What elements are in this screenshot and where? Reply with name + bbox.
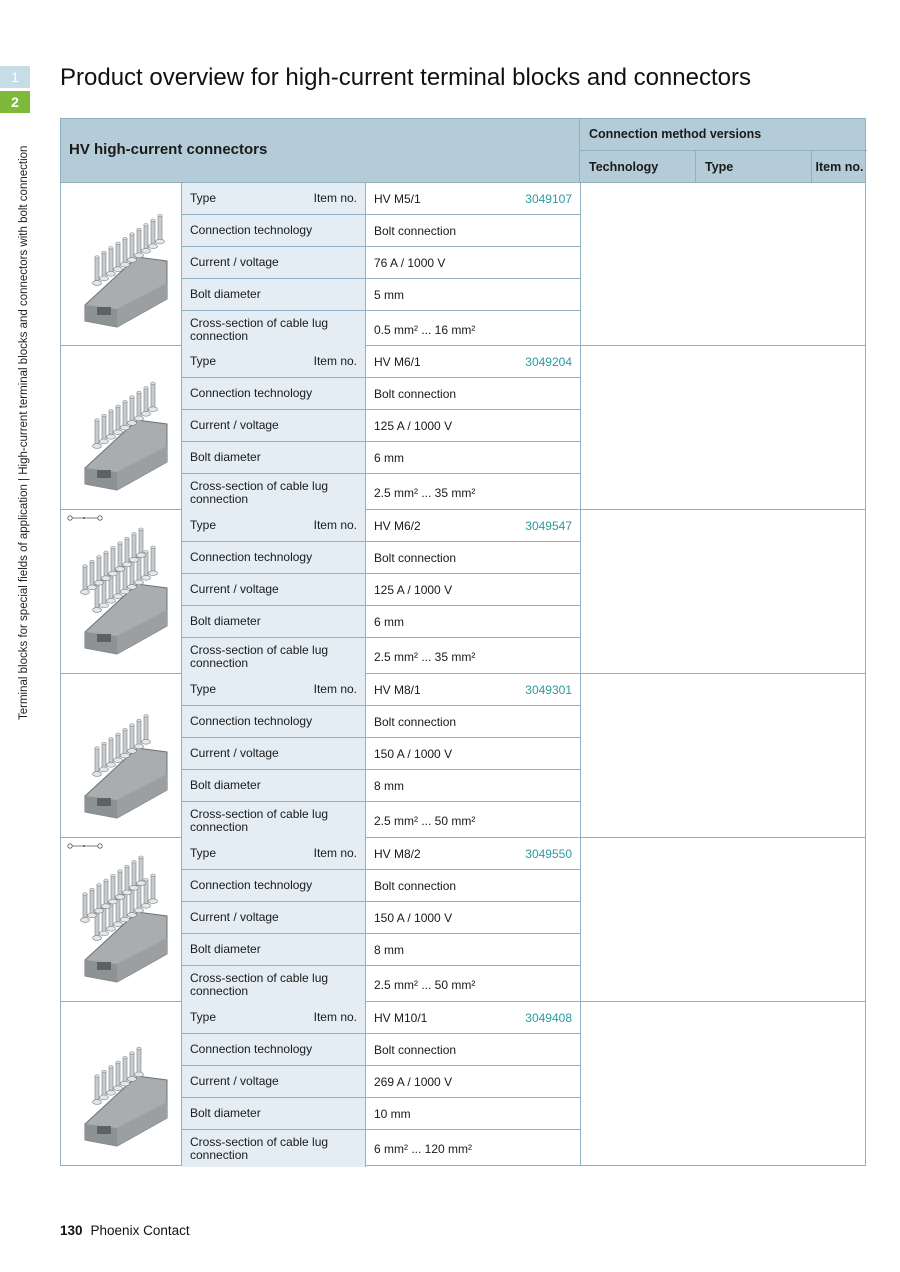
spec-row-type xyxy=(182,1002,580,1034)
side-section-label: Terminal blocks for special fields of application | High-current terminal blocks and connectors with bolt connection xyxy=(18,145,30,720)
cross-section-label: Cross-section of cable lug connection xyxy=(182,311,366,348)
connection-method-label: Connection method versions xyxy=(580,119,867,151)
spec-row-connection xyxy=(182,215,580,247)
product-spec-rows xyxy=(182,838,580,1003)
product-image xyxy=(61,510,182,673)
current-voltage-label: Current / voltage xyxy=(182,738,366,769)
chapter-tab-1[interactable]: 1 xyxy=(0,66,30,88)
connection-technology-value: Bolt connection xyxy=(374,714,457,729)
spec-row-current xyxy=(182,410,580,442)
connection-technology-value: Bolt connection xyxy=(374,550,457,565)
table-header xyxy=(60,118,866,183)
cross-section-label: Cross-section of cable lug connection xyxy=(182,1130,366,1167)
cross-section-label: Cross-section of cable lug connection xyxy=(182,802,366,839)
cross-section-value: 2.5 mm² ... 50 mm² xyxy=(374,977,476,992)
connection-technology-value: Bolt connection xyxy=(374,878,457,893)
item-no-label: Item no. xyxy=(313,518,357,532)
current-voltage-label: Current / voltage xyxy=(182,410,366,441)
bolt-diameter-label: Bolt diameter xyxy=(182,606,366,637)
current-voltage-value: 150 A / 1000 V xyxy=(374,910,453,925)
product-image xyxy=(61,674,182,837)
spec-row-bolt xyxy=(182,442,580,474)
item-no-label: Item no. xyxy=(313,682,357,696)
connection-technology-label: Connection technology xyxy=(182,378,366,409)
connection-method-cell xyxy=(580,510,866,673)
connection-technology-value: Bolt connection xyxy=(374,1042,457,1057)
spec-row-connection xyxy=(182,378,580,410)
connection-method-cell xyxy=(580,1002,866,1165)
current-voltage-value: 150 A / 1000 V xyxy=(374,746,453,761)
product-spec-rows xyxy=(182,1002,580,1167)
type-label: Type xyxy=(190,518,217,532)
product-type: HV M8/2 xyxy=(374,846,421,861)
spec-row-cross-section xyxy=(182,474,580,511)
spec-row-connection xyxy=(182,706,580,738)
bolt-diameter-label: Bolt diameter xyxy=(182,934,366,965)
spec-row-connection xyxy=(182,870,580,902)
current-voltage-value: 125 A / 1000 V xyxy=(374,418,453,433)
type-label: Type xyxy=(190,191,217,205)
current-voltage-label: Current / voltage xyxy=(182,902,366,933)
bolt-diameter-label: Bolt diameter xyxy=(182,1098,366,1129)
item-no-label: Item no. xyxy=(313,191,357,205)
page-footer xyxy=(60,1223,190,1238)
item-no-column-header: Item no. xyxy=(815,159,864,174)
item-number-link[interactable]: 3049550 xyxy=(525,846,572,861)
type-label: Type xyxy=(190,846,217,860)
item-number-link[interactable]: 3049204 xyxy=(525,354,572,369)
spec-row-current xyxy=(182,738,580,770)
bolt-diameter-value: 6 mm xyxy=(374,450,404,465)
spec-row-bolt xyxy=(182,934,580,966)
spec-row-type xyxy=(182,838,580,870)
product-type: HV M6/1 xyxy=(374,354,421,369)
spec-row-connection xyxy=(182,542,580,574)
product-block xyxy=(60,346,866,510)
spec-row-bolt xyxy=(182,770,580,802)
spec-row-bolt xyxy=(182,279,580,311)
type-column-header: Type xyxy=(696,151,812,183)
item-no-label: Item no. xyxy=(313,354,357,368)
connection-technology-label: Connection technology xyxy=(182,870,366,901)
product-spec-rows xyxy=(182,183,580,348)
page-title: Product overview for high-current terminal blocks and connectors xyxy=(60,64,751,91)
spec-row-type xyxy=(182,674,580,706)
product-image xyxy=(61,183,182,346)
product-type: HV M5/1 xyxy=(374,191,421,206)
technology-column-header: Technology xyxy=(580,151,696,183)
current-voltage-label: Current / voltage xyxy=(182,1066,366,1097)
product-block xyxy=(60,838,866,1002)
cross-section-value: 2.5 mm² ... 35 mm² xyxy=(374,649,476,664)
connection-technology-label: Connection technology xyxy=(182,706,366,737)
current-voltage-value: 269 A / 1000 V xyxy=(374,1074,453,1089)
product-image xyxy=(61,1002,182,1165)
spec-row-type xyxy=(182,510,580,542)
spec-row-current xyxy=(182,902,580,934)
spec-row-current xyxy=(182,1066,580,1098)
spec-row-cross-section xyxy=(182,802,580,839)
item-number-link[interactable]: 3049547 xyxy=(525,518,572,533)
spec-row-bolt xyxy=(182,1098,580,1130)
cross-section-value: 0.5 mm² ... 16 mm² xyxy=(374,322,476,337)
product-type: HV M10/1 xyxy=(374,1010,428,1025)
type-label: Type xyxy=(190,1010,217,1024)
cross-section-label: Cross-section of cable lug connection xyxy=(182,966,366,1003)
connection-method-cell xyxy=(580,183,866,346)
product-block xyxy=(60,1002,866,1166)
chapter-tabs xyxy=(0,66,30,116)
current-voltage-value: 125 A / 1000 V xyxy=(374,582,453,597)
connection-method-cell xyxy=(580,838,866,1001)
spec-row-current xyxy=(182,574,580,606)
product-block xyxy=(60,182,866,346)
type-label: Type xyxy=(190,354,217,368)
current-voltage-label: Current / voltage xyxy=(182,574,366,605)
item-number-link[interactable]: 3049408 xyxy=(525,1010,572,1025)
spec-row-connection xyxy=(182,1034,580,1066)
spec-row-current xyxy=(182,247,580,279)
spec-row-type xyxy=(182,183,580,215)
current-voltage-value: 76 A / 1000 V xyxy=(374,255,446,270)
spec-row-cross-section xyxy=(182,638,580,675)
bolt-diameter-value: 8 mm xyxy=(374,942,404,957)
cross-section-value: 6 mm² ... 120 mm² xyxy=(374,1141,473,1156)
cross-section-label: Cross-section of cable lug connection xyxy=(182,638,366,675)
connection-technology-label: Connection technology xyxy=(182,542,366,573)
connection-technology-label: Connection technology xyxy=(182,1034,366,1065)
spec-row-bolt xyxy=(182,606,580,638)
product-type: HV M6/2 xyxy=(374,518,421,533)
table-title: HV high-current connectors xyxy=(69,141,268,158)
company-name: Phoenix Contact xyxy=(90,1223,190,1238)
item-number-link[interactable]: 3049301 xyxy=(525,682,572,697)
spec-row-type xyxy=(182,346,580,378)
connection-method-cell xyxy=(580,346,866,509)
item-no-label: Item no. xyxy=(313,1010,357,1024)
bolt-diameter-label: Bolt diameter xyxy=(182,279,366,310)
bolt-diameter-value: 10 mm xyxy=(374,1106,411,1121)
item-no-label: Item no. xyxy=(313,846,357,860)
cross-section-value: 2.5 mm² ... 35 mm² xyxy=(374,485,476,500)
bolt-diameter-label: Bolt diameter xyxy=(182,770,366,801)
connection-method-header xyxy=(579,119,867,182)
product-list xyxy=(60,182,866,1166)
product-block xyxy=(60,510,866,674)
chapter-tab-2[interactable]: 2 xyxy=(0,91,30,113)
page-number: 130 xyxy=(60,1223,83,1238)
cross-section-label: Cross-section of cable lug connection xyxy=(182,474,366,511)
product-block xyxy=(60,674,866,838)
product-spec-rows xyxy=(182,346,580,511)
connection-technology-label: Connection technology xyxy=(182,215,366,246)
connection-technology-value: Bolt connection xyxy=(374,386,457,401)
cross-section-value: 2.5 mm² ... 50 mm² xyxy=(374,813,476,828)
product-spec-rows xyxy=(182,674,580,839)
spec-row-cross-section xyxy=(182,311,580,348)
product-type: HV M8/1 xyxy=(374,682,421,697)
item-number-link[interactable]: 3049107 xyxy=(525,191,572,206)
bolt-diameter-label: Bolt diameter xyxy=(182,442,366,473)
product-image xyxy=(61,346,182,509)
current-voltage-label: Current / voltage xyxy=(182,247,366,278)
bolt-diameter-value: 5 mm xyxy=(374,287,404,302)
connection-technology-value: Bolt connection xyxy=(374,223,457,238)
spec-row-cross-section xyxy=(182,1130,580,1167)
connection-method-cell xyxy=(580,674,866,837)
spec-row-cross-section xyxy=(182,966,580,1003)
bolt-diameter-value: 8 mm xyxy=(374,778,404,793)
type-label: Type xyxy=(190,682,217,696)
product-spec-rows xyxy=(182,510,580,675)
product-image xyxy=(61,838,182,1001)
bolt-diameter-value: 6 mm xyxy=(374,614,404,629)
